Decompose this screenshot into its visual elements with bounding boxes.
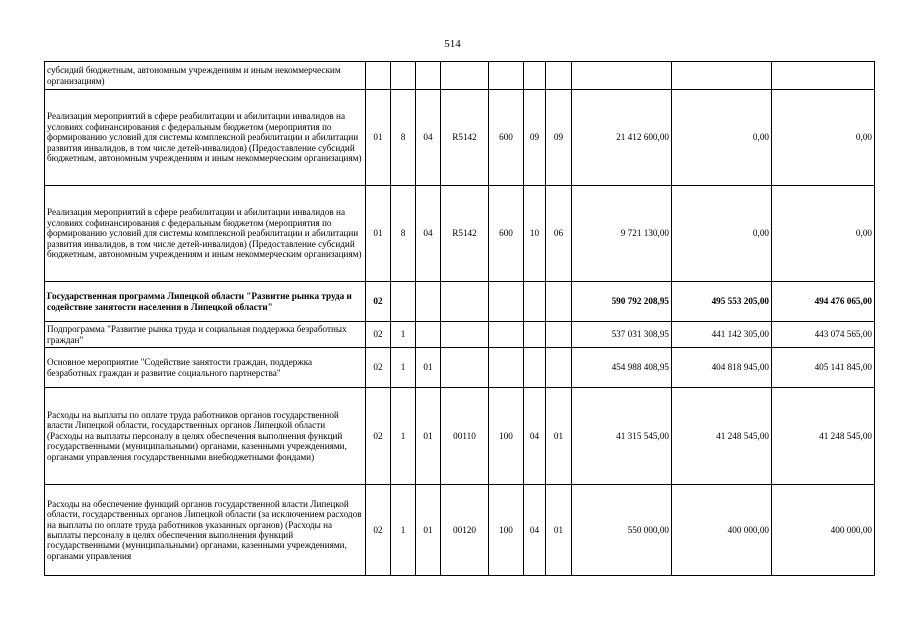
section-code: 04 [524, 485, 546, 576]
main-activity-code: 04 [416, 90, 441, 186]
subsection-code [546, 348, 572, 388]
subsection-code [546, 62, 572, 90]
subsection-code: 09 [546, 90, 572, 186]
row-description: Основное мероприятие "Содействие занятости граждан, поддержка безработных граждан и развитие социального партнерства" [45, 348, 366, 388]
program-code: 01 [366, 90, 391, 186]
table-row [45, 485, 875, 576]
table-row [45, 388, 875, 485]
amount-year-3: 443 074 565,00 [772, 322, 875, 348]
row-description: Подпрограмма "Развитие рынка труда и социальная поддержка безработных граждан" [45, 322, 366, 348]
table-row [45, 348, 875, 388]
amount-year-3: 400 000,00 [772, 485, 875, 576]
amount-year-3: 41 248 545,00 [772, 388, 875, 485]
main-activity-code: 01 [416, 348, 441, 388]
target-article-code [441, 322, 489, 348]
program-code: 02 [366, 322, 391, 348]
main-activity-code: 04 [416, 186, 441, 282]
subsection-code [546, 282, 572, 322]
table-row [45, 90, 875, 186]
program-code: 02 [366, 485, 391, 576]
main-activity-code [416, 62, 441, 90]
subprogram-code: 8 [391, 90, 416, 186]
section-code: 09 [524, 90, 546, 186]
subprogram-code: 1 [391, 388, 416, 485]
section-code: 10 [524, 186, 546, 282]
subsection-code: 06 [546, 186, 572, 282]
subprogram-code [391, 282, 416, 322]
subprogram-code: 1 [391, 348, 416, 388]
expense-type-code [489, 322, 524, 348]
budget-table [44, 61, 875, 576]
subsection-code: 01 [546, 388, 572, 485]
target-article-code: R5142 [441, 186, 489, 282]
main-activity-code [416, 282, 441, 322]
subsection-code: 01 [546, 485, 572, 576]
amount-year-2: 0,00 [672, 186, 772, 282]
target-article-code: R5142 [441, 90, 489, 186]
target-article-code: 00110 [441, 388, 489, 485]
expense-type-code [489, 282, 524, 322]
row-description: субсидий бюджетным, автономным учреждениям и иным некоммерческим организациям) [45, 62, 366, 90]
main-activity-code: 01 [416, 388, 441, 485]
amount-year-1: 537 031 308,95 [572, 322, 672, 348]
subsection-code [546, 322, 572, 348]
amount-year-3 [772, 62, 875, 90]
row-description: Реализация мероприятий в сфере реабилитации и абилитации инвалидов на условиях софинансирования с федеральным бюджетом (мероприятия по формированию условий для системы комплексной реабилитации и абилитации развития инвалидов, в том числе детей-инвалидов) (Предоставление субсидий бюджетным, автономным учреждениям и иным некоммерческим организациям) [45, 90, 366, 186]
subprogram-code: 1 [391, 485, 416, 576]
subprogram-code: 1 [391, 322, 416, 348]
expense-type-code: 600 [489, 90, 524, 186]
expense-type-code [489, 348, 524, 388]
row-description: Государственная программа Липецкой области "Развитие рынка труда и содействие занятости населения в Липецкой области" [45, 282, 366, 322]
section-code [524, 62, 546, 90]
amount-year-2: 0,00 [672, 90, 772, 186]
amount-year-3: 405 141 845,00 [772, 348, 875, 388]
amount-year-3: 0,00 [772, 186, 875, 282]
amount-year-1: 550 000,00 [572, 485, 672, 576]
page-number: 514 [444, 38, 461, 50]
section-code [524, 322, 546, 348]
amount-year-2: 400 000,00 [672, 485, 772, 576]
row-description: Расходы на выплаты по оплате труда работников органов государственной власти Липецкой области, государственных органов Липецкой области (Расходы на выплаты персоналу в целях обеспечения выполнения функций государственными (муниципальными) органами, казенными учреждениями, органами управления государственными внебюджетными фондами) [45, 388, 366, 485]
amount-year-2: 441 142 305,00 [672, 322, 772, 348]
row-description: Расходы на обеспечение функций органов государственной власти Липецкой области, государственных органов Липецкой области (за исключением расходов на выплаты по оплате труда работников указанных органов) (Расходы на выплаты персоналу в целях обеспечения выполнения функций государственными (муниципальными) органами, казенными учреждениями, органами управления [45, 485, 366, 576]
table-row [45, 186, 875, 282]
amount-year-2: 41 248 545,00 [672, 388, 772, 485]
amount-year-1: 9 721 130,00 [572, 186, 672, 282]
main-activity-code: 01 [416, 485, 441, 576]
section-code [524, 282, 546, 322]
amount-year-1: 454 988 408,95 [572, 348, 672, 388]
target-article-code [441, 282, 489, 322]
amount-year-1: 21 412 600,00 [572, 90, 672, 186]
amount-year-2 [672, 62, 772, 90]
amount-year-3: 0,00 [772, 90, 875, 186]
target-article-code [441, 348, 489, 388]
section-code [524, 348, 546, 388]
section-code: 04 [524, 388, 546, 485]
amount-year-3: 494 476 065,00 [772, 282, 875, 322]
amount-year-1 [572, 62, 672, 90]
expense-type-code: 100 [489, 388, 524, 485]
expense-type-code: 600 [489, 186, 524, 282]
expense-type-code [489, 62, 524, 90]
subprogram-code: 8 [391, 186, 416, 282]
program-code: 02 [366, 282, 391, 322]
program-code: 02 [366, 348, 391, 388]
target-article-code [441, 62, 489, 90]
program-code: 02 [366, 388, 391, 485]
amount-year-1: 41 315 545,00 [572, 388, 672, 485]
subprogram-code [391, 62, 416, 90]
target-article-code: 00120 [441, 485, 489, 576]
program-code: 01 [366, 186, 391, 282]
row-description: Реализация мероприятий в сфере реабилитации и абилитации инвалидов на условиях софинансирования с федеральным бюджетом (мероприятия по формированию условий для системы комплексной реабилитации и абилитации развития инвалидов, в том числе детей-инвалидов) (Предоставление субсидий бюджетным, автономным учреждениям и иным некоммерческим организациям) [45, 186, 366, 282]
amount-year-2: 404 818 945,00 [672, 348, 772, 388]
table-row [45, 62, 875, 90]
main-activity-code [416, 322, 441, 348]
amount-year-2: 495 553 205,00 [672, 282, 772, 322]
table-row [45, 322, 875, 348]
program-code [366, 62, 391, 90]
expense-type-code: 100 [489, 485, 524, 576]
amount-year-1: 590 792 208,95 [572, 282, 672, 322]
table-row [45, 282, 875, 322]
